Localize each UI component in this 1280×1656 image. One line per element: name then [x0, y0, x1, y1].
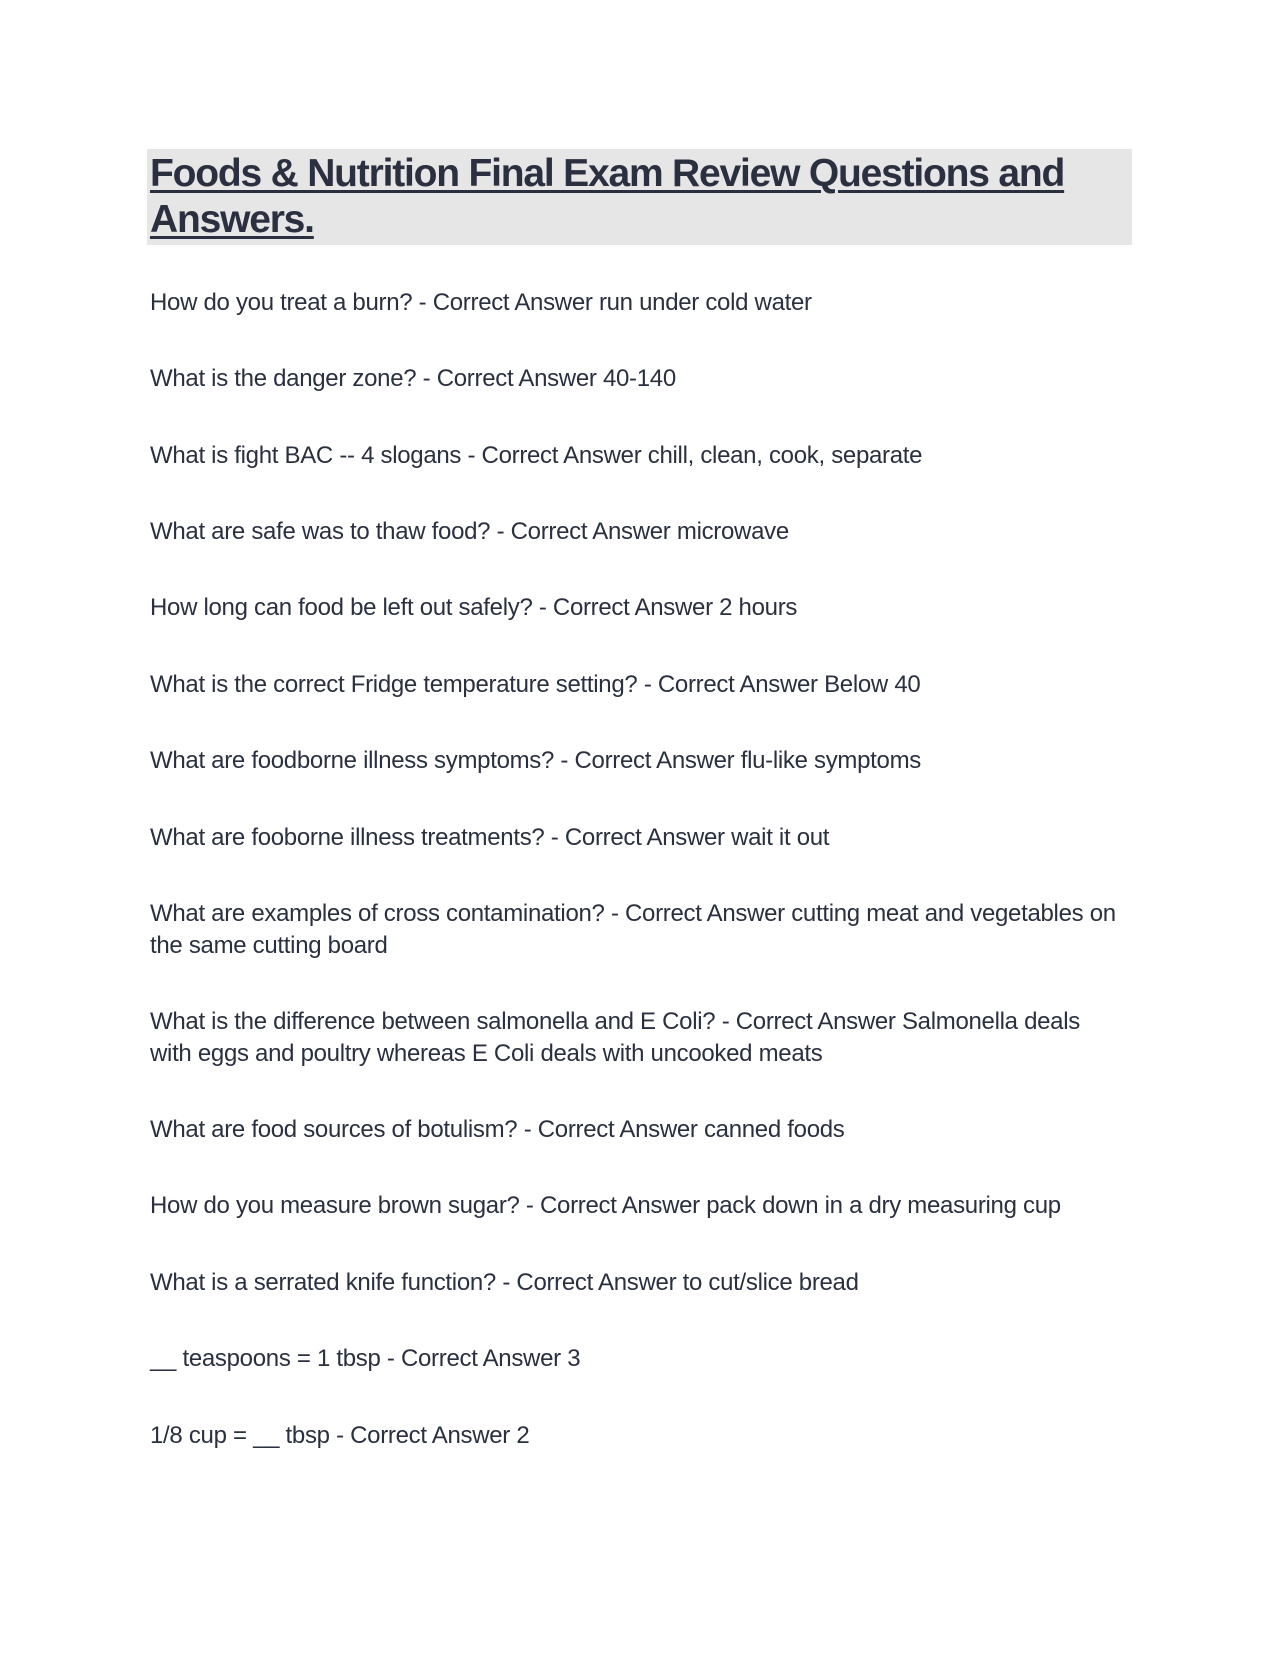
qa-item: What is fight BAC -- 4 slogans - Correct Answer chill, clean, cook, separate [150, 442, 923, 469]
qa-item: What are fooborne illness treatments? - Correct Answer wait it out [150, 824, 830, 851]
qa-item: What is the correct Fridge temperature setting? - Correct Answer Below 40 [150, 671, 921, 698]
qa-item: What are safe was to thaw food? - Correct Answer microwave [150, 518, 789, 545]
qa-item: What is a serrated knife function? - Correct Answer to cut/slice bread [150, 1269, 859, 1296]
title-highlight [147, 149, 1132, 245]
qa-item: What are examples of cross contamination? - Correct Answer cutting meat and vegetables on the same cutting board [150, 900, 1116, 959]
qa-item: What is the difference between salmonella and E Coli? - Correct Answer Salmonella deals with eggs and poultry whereas E Coli deals with uncooked meats [150, 1008, 1080, 1067]
qa-item: What are foodborne illness symptoms? - Correct Answer flu-like symptoms [150, 747, 921, 774]
qa-item: 1/8 cup = __ tbsp - Correct Answer 2 [150, 1422, 530, 1449]
qa-item: What is the danger zone? - Correct Answer 40-140 [150, 365, 676, 392]
document-title: Foods & Nutrition Final Exam Review Questions and Answers. [150, 152, 1065, 241]
qa-item: __ teaspoons = 1 tbsp - Correct Answer 3 [150, 1345, 581, 1372]
qa-item: How do you treat a burn? - Correct Answer run under cold water [150, 289, 812, 316]
qa-item: What are food sources of botulism? - Correct Answer canned foods [150, 1116, 845, 1143]
qa-item: How do you measure brown sugar? - Correct Answer pack down in a dry measuring cup [150, 1192, 1061, 1219]
qa-item: How long can food be left out safely? - Correct Answer 2 hours [150, 594, 798, 621]
